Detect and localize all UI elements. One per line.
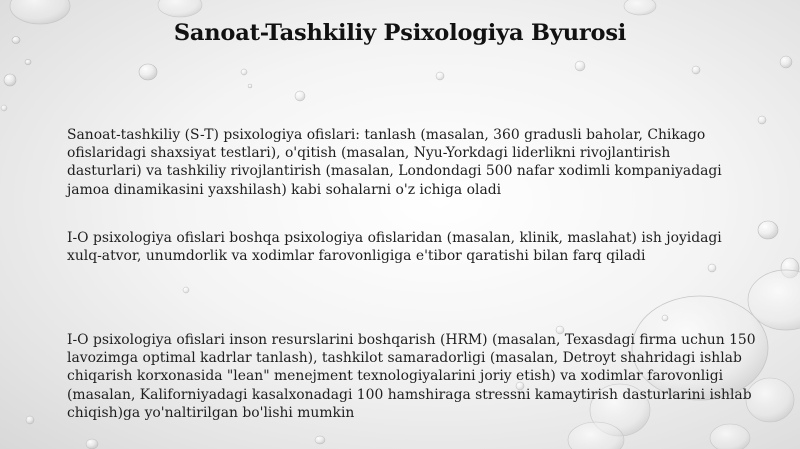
paragraph-focus-areas: I-O psixologiya ofislari inson resurslarini boshqarish (HRM) (masalan, Texasdagi firma uchun 150 lavozimga optimal kadrlar tanlash), tashkilot samaradorligi (masalan, Detroyt shahridagi ishlab chiqarish korxonasida "lean" menejment texnologiyalarini joriy etish) va xodimlar farovonligi (masalan, Kaliforniyadagi kasalxonadagi 100 hamshiraga stressni kamaytirish dasturlarini ishlab chiqish)ga yo'naltirilgan bo'lishi mumkin (67, 332, 756, 421)
paragraph-scope: Sanoat-tashkiliy (S-T) psixologiya ofislari: tanlash (masalan, 360 gradusli baholar, Chikago ofislaridagi shaxsiyat testlari), o'qitish (masalan, Nyu-Yorkdagi liderlikni rivojlantirish dasturlari) va tashkiliy rivojlantirish (masalan, Londondagi 500 nafar xodimli kompaniyadagi jamoa dinamikasini yaxshilash) kabi sohalarni o'z ichiga oladi (67, 127, 722, 198)
slide-title: Sanoat-Tashkiliy Psixologiya Byurosi (173, 20, 627, 46)
paragraph-difference: I-O psixologiya ofislari boshqa psixologiya ofislaridan (masalan, klinik, maslahat) ish joyidagi xulq-atvor, unumdorlik va xodimlar farovonligiga e'tibor qaratishi bilan farq qiladi (67, 230, 722, 265)
